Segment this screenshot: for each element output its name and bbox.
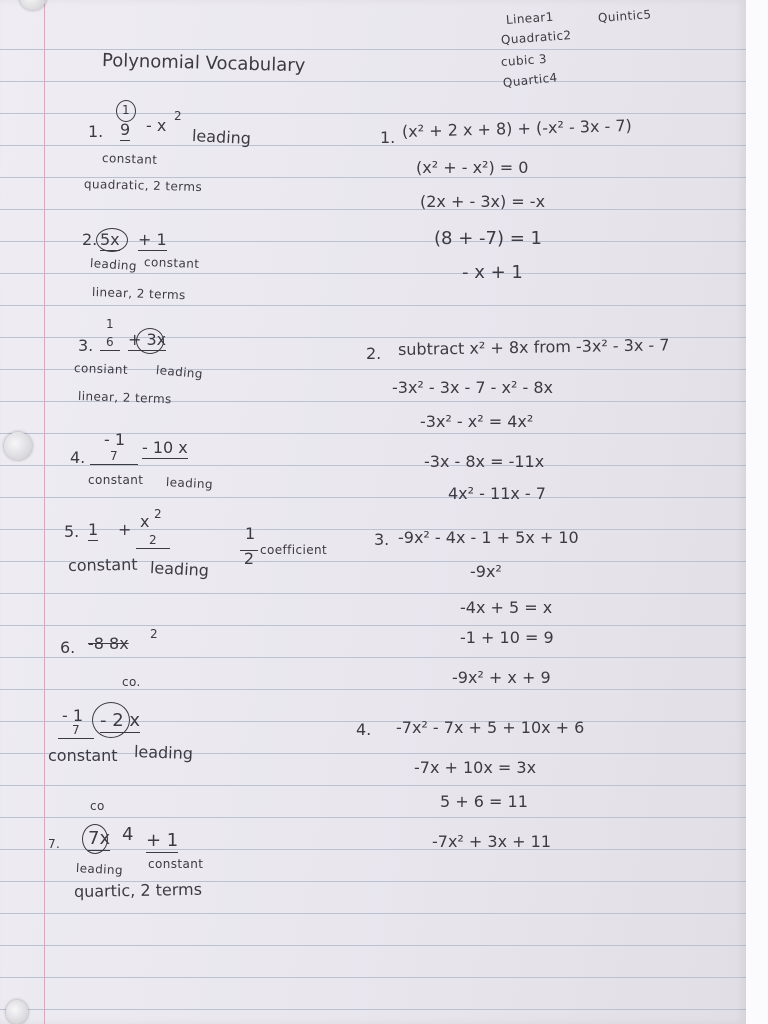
problem-number-1: 1. [380, 128, 396, 147]
vocab-4-term-b: - 10 x [142, 438, 188, 457]
vocab-1-description: quadratic, 2 terms [83, 177, 203, 195]
vocab-7-co: co [90, 799, 105, 813]
vocab-5-coef-denominator: 2 [240, 550, 258, 567]
vocab-number-4: 4. [70, 448, 86, 467]
key-quartic: Quartic4 [502, 70, 559, 90]
problem-1-line: - x + 1 [462, 262, 523, 283]
vocab-3-description: linear, 2 terms [77, 389, 172, 407]
vocab-3-term-b: + 3x [128, 330, 167, 349]
problem-1-line: (2x + - 3x) = -x [420, 192, 546, 211]
vocab-number-3: 3. [78, 336, 94, 355]
vocab-5-label-b: leading [149, 558, 210, 581]
punch-hole-top [20, 0, 46, 10]
vocab-1-term-a: 9 [120, 120, 131, 139]
vocab-7-exponent: 4 [122, 824, 134, 845]
key-quintic: Quintic5 [597, 7, 652, 25]
vocab-2-label-b: constant [143, 255, 200, 271]
problem-1-line: (8 + -7) = 1 [434, 228, 542, 249]
problem-3-line: -9x² + x + 9 [452, 668, 551, 687]
vocab-number-1: 1. [88, 122, 104, 141]
vocab-number-2: 2. [82, 230, 98, 249]
problem-3-line: -9x² - 4x - 1 + 5x + 10 [398, 528, 579, 547]
vocab-3-label-b: leading [155, 363, 204, 382]
vocab-5-frac-denominator: 2 [136, 534, 170, 549]
problem-2-line: subtract x² + 8x from -3x² - 3x - 7 [397, 335, 670, 359]
vocab-3-denominator: 6 [100, 336, 120, 351]
vocab-7-label-b: constant [148, 857, 204, 871]
vocab-2-term-b: + 1 [138, 230, 167, 249]
problem-2-line: 4x² - 11x - 7 [448, 484, 546, 503]
key-cubic: cubic 3 [500, 51, 548, 69]
problem-1-line: (x² + 2 x + 8) + (-x² - 3x - 7) [401, 115, 633, 141]
vocab-6-label-a: constant [48, 746, 118, 765]
vocab-5-label-a: constant [67, 554, 138, 575]
key-quadratic: Quadratic2 [500, 28, 572, 47]
vocab-6-label-b: leading [133, 742, 194, 764]
background-edge [746, 0, 768, 1024]
problem-3-line: -4x + 5 = x [460, 598, 553, 617]
vocab-6-term-b: - 2 x [100, 710, 141, 731]
problem-number-3: 3. [374, 530, 390, 549]
key-linear: Linear1 [505, 9, 555, 27]
problem-4-line: 5 + 6 = 11 [440, 792, 528, 811]
problem-2-line: -3x² - 3x - 7 - x² - 8x [392, 378, 553, 397]
vocab-1-exponent: 2 [174, 109, 183, 123]
problem-2-line: -3x - 8x = -11x [424, 452, 545, 471]
problem-2-line: -3x² - x² = 4x² [420, 412, 534, 431]
vocab-2-label-a: leading [89, 256, 138, 274]
vocab-7-description: quartic, 2 terms [73, 879, 203, 901]
punch-hole-middle [4, 432, 32, 460]
vocab-6-exponent: 2 [150, 627, 159, 641]
vocab-5-term-a: 1 [88, 520, 99, 539]
vocab-7-term-b: + 1 [146, 830, 179, 851]
vocab-2-description: linear, 2 terms [91, 285, 186, 303]
vocab-7-label-a: leading [75, 861, 124, 878]
vocab-5-frac-numerator: x [140, 512, 150, 531]
vocab-1-term-b: - x [146, 116, 167, 135]
vocab-3-numerator: 1 [106, 317, 115, 331]
vocab-1-label-a: constant [101, 151, 158, 167]
vocab-number-6: 6. [60, 638, 76, 657]
vocab-6-denominator: 7 [58, 724, 94, 739]
vocab-5-frac-exponent: 2 [154, 507, 163, 521]
punch-hole-bottom [6, 1000, 28, 1024]
vocab-number-7: 7. [48, 837, 61, 851]
vocab-5-coef-numerator: 1 [245, 524, 256, 543]
vocab-number-5: 5. [64, 522, 80, 541]
problem-3-line: -1 + 10 = 9 [460, 628, 554, 647]
vocab-5-plus: + [118, 520, 132, 539]
vocab-1-label-b: leading [191, 126, 252, 149]
problem-4-line: -7x² - 7x + 5 + 10x + 6 [396, 718, 585, 737]
problem-4-line: -7x² + 3x + 11 [432, 832, 551, 851]
vocab-4-label-a: constant [88, 473, 144, 487]
page-title: Polynomial Vocabulary [101, 50, 306, 77]
vocab-4-denominator: 7 [90, 450, 138, 465]
vocab-1-circled: 1 [122, 103, 131, 117]
problem-3-line: -9x² [470, 562, 502, 581]
margin-line [44, 0, 45, 1024]
vocab-6-crossed-term: -8 8x [88, 634, 129, 653]
vocab-3-label-a: consiant [73, 361, 129, 377]
vocab-6-numerator: - 1 [62, 706, 84, 725]
vocab-2-term-a: 5x [100, 230, 120, 249]
vocab-5-coef-label: coefficient [260, 543, 328, 557]
problem-number-2: 2. [366, 344, 382, 363]
problem-4-line: -7x + 10x = 3x [414, 758, 537, 777]
problem-number-4: 4. [356, 720, 372, 739]
vocab-7-term-a: 7x [88, 828, 111, 849]
vocab-4-numerator: - 1 [104, 430, 126, 449]
vocab-6-co: co. [122, 675, 141, 689]
vocab-4-label-b: leading [165, 475, 214, 492]
problem-1-line: (x² + - x²) = 0 [416, 158, 529, 177]
